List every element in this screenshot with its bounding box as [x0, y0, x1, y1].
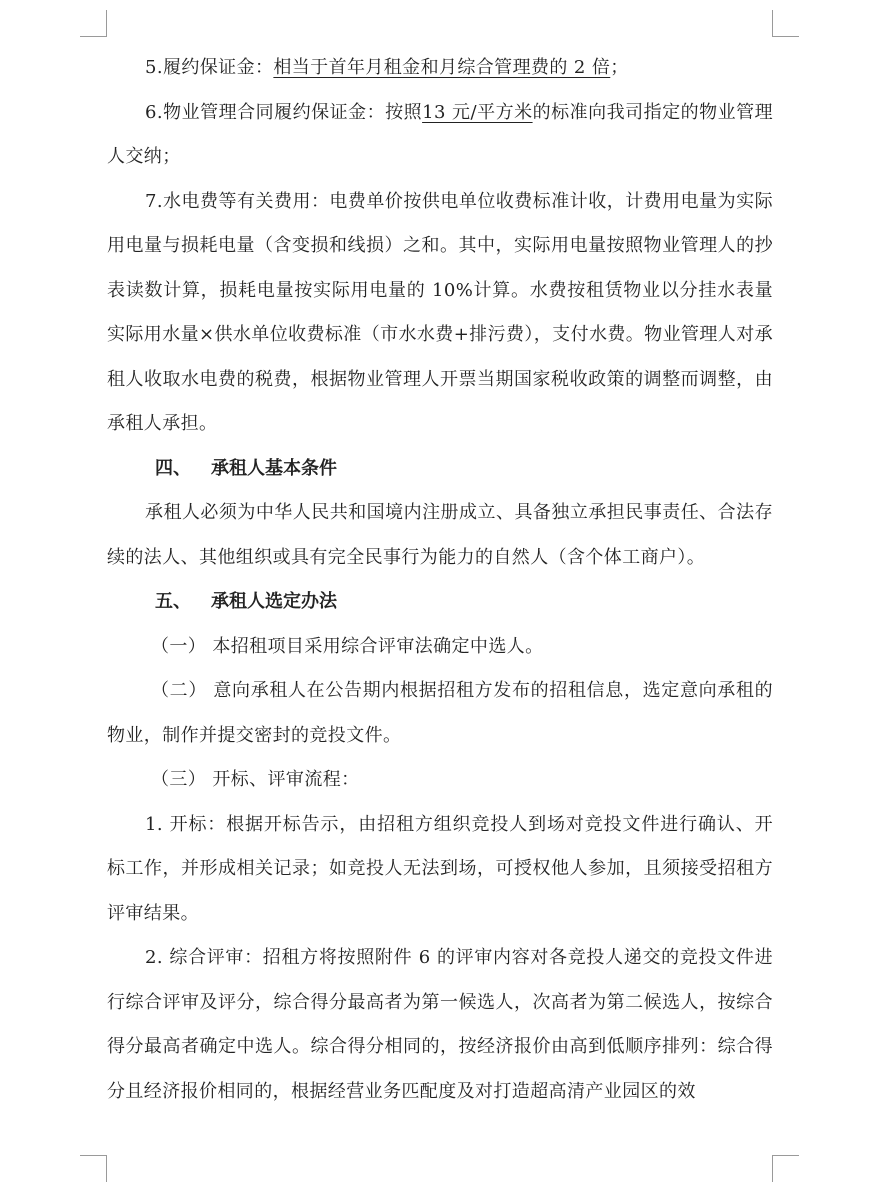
step-2-evaluation: 2. 综合评审：招租方将按照附件 6 的评审内容对各竞投人递交的竞投文件进行综合评审及评分，综合得分最高者为第一候选人，次高者为第二候选人，按综合得分最高者确定中选人。综合得分相同的，按经济报价由高到低顺序排列：综合得分且经济报价相同的，根据经营业务匹配度及对打造超高清产业园区的效 [107, 947, 773, 1102]
item-5-underlined-text: 相当于首年月租金和月综合管理费的 2 倍 [273, 57, 611, 78]
document-body [107, 46, 773, 1114]
section-5-sub-1: （一） 本招租项目采用综合评审法确定中选人。 [151, 635, 544, 657]
step-1-opening: 1. 开标：根据开标告示，由招租方组织竞投人到场对竞投文件进行确认、开标工作，并形成相关记录；如竞投人无法到场，可授权他人参加，且须接受招租方评审结果。 [107, 813, 773, 924]
crop-mark-bottom-right [772, 1155, 799, 1182]
section-5-sub-2: （二） 意向承租人在公告期内根据招租方发布的招租信息，选定意向承租的物业，制作并提交密封的竞投文件。 [107, 680, 773, 746]
section-4-heading [107, 447, 773, 492]
crop-mark-top-right [772, 10, 799, 37]
section-5-number: 五、 [155, 591, 191, 612]
item-6-tail: 的标准向我司指定的物业管理人交纳； [107, 101, 774, 167]
item-6-lead: 6.物业管理合同履约保证金：按照 [145, 101, 423, 123]
crop-mark-bottom-left [80, 1155, 107, 1182]
item-5-tail: ； [610, 57, 629, 78]
section-4-title: 承租人基本条件 [211, 457, 337, 479]
item-5-lead: 5.履约保证金： [145, 57, 274, 78]
section-5-title: 承租人选定办法 [211, 591, 337, 612]
item-6-property-deposit [107, 91, 773, 180]
section-5-sub-3: （三） 开标、评审流程： [151, 769, 360, 790]
section-4-body: 承租人必须为中华人民共和国境内注册成立、具备独立承担民事责任、合法存续的法人、其他组织或具有完全民事行为能力的自然人（含个体工商户）。 [107, 502, 773, 568]
section-5-heading [107, 580, 773, 625]
section-4-number: 四、 [155, 457, 191, 479]
item-7-utilities: 7.水电费等有关费用：电费单价按供电单位收费标准计收，计费用电量为实际用电量与损耗电量（含变损和线损）之和。其中，实际用电量按照物业管理人的抄表读数计算，损耗电量按实际用电量的 10%计算。水费按租赁物业以分挂水表量实际用水量×供水单位收费标准（市水水费+排污费），支付水费。物业管理人对承租人收取水电费的税费，根据物业管理人开票当期国家税收政策的调整而调整，由承租人承担。 [107, 190, 773, 434]
item-6-underlined-text: 13 元/平方米 [422, 101, 533, 123]
item-5-deposit [107, 46, 773, 91]
crop-mark-top-left [80, 10, 107, 37]
